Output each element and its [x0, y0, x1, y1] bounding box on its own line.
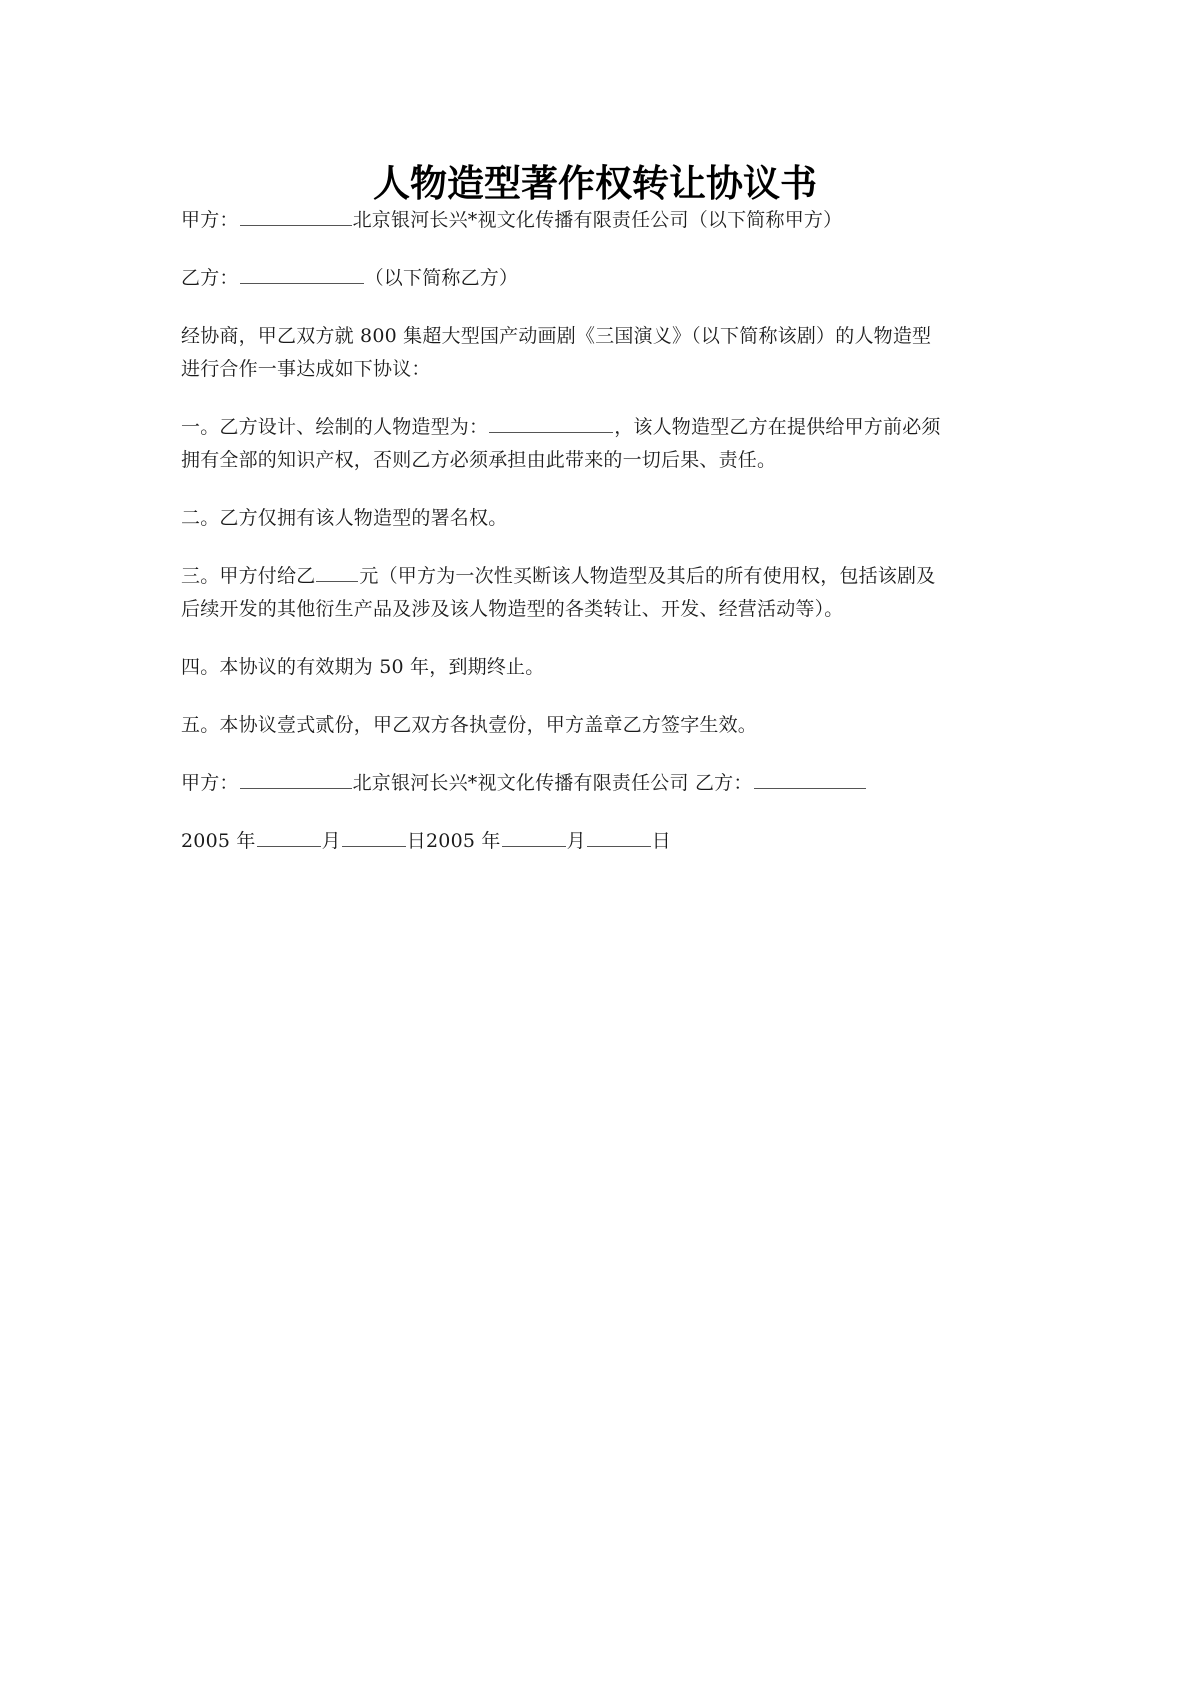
party-a-line: [181, 204, 1021, 237]
date-b-year: 2005 年: [426, 830, 501, 852]
date-b-day: 日: [651, 830, 671, 852]
clause-2: 二。乙方仅拥有该人物造型的署名权。: [181, 507, 508, 529]
date-b-month: 月: [566, 830, 586, 852]
date-a-month-blank: [257, 828, 321, 847]
clause-1-line-1: [181, 411, 1021, 444]
clause-1-blank: [489, 414, 613, 433]
clause-3-suffix: 元（甲方为一次性买断该人物造型及其后的所有使用权，包括该剧及: [359, 565, 936, 587]
clause-3-blank: [316, 563, 358, 582]
party-b-label: 乙方：: [181, 267, 239, 289]
party-b-blank: [240, 265, 364, 284]
date-a-month: 月: [321, 830, 341, 852]
date-b-month-blank: [502, 828, 566, 847]
date-a-year: 2005 年: [181, 830, 256, 852]
signature-party-a-name: 北京银河长兴*视文化传播有限责任公司: [352, 772, 689, 794]
signature-party-a-label: 甲方：: [181, 772, 239, 794]
party-a-label: 甲方：: [181, 209, 239, 231]
clause-1-prefix: 一。乙方设计、绘制的人物造型为：: [181, 416, 489, 438]
date-b-day-blank: [587, 828, 651, 847]
clause-3-line-1: [181, 560, 1021, 593]
party-a-name: 北京银河长兴*视文化传播有限责任公司（以下简称甲方）: [352, 209, 843, 231]
clause-3-prefix: 三。甲方付给乙: [181, 565, 316, 587]
party-b-suffix: （以下简称乙方）: [364, 267, 519, 289]
party-a-blank: [240, 207, 352, 226]
clause-4: 四。本协议的有效期为 50 年，到期终止。: [181, 656, 545, 678]
date-a-day: 日: [406, 830, 426, 852]
signature-line: [181, 767, 1021, 800]
intro-line-1: 经协商，甲乙双方就 800 集超大型国产动画剧《三国演义》（以下简称该剧）的人物造型: [181, 325, 932, 347]
signature-party-a-blank: [240, 770, 352, 789]
date-a-day-blank: [342, 828, 406, 847]
clause-1-line-2: 拥有全部的知识产权，否则乙方必须承担由此带来的一切后果、责任。: [181, 449, 777, 471]
clause-5: 五。本协议壹式贰份，甲乙双方各执壹份，甲方盖章乙方签字生效。: [181, 714, 758, 736]
party-b-line: [181, 262, 1021, 295]
clause-3-line-2: 后续开发的其他衍生产品及涉及该人物造型的各类转让、开发、经营活动等）。: [181, 598, 844, 620]
intro-line-2: 进行合作一事达成如下协议：: [181, 358, 431, 380]
signature-party-b-blank: [754, 770, 866, 789]
date-line: [181, 825, 1021, 858]
document-title: 人物造型著作权转让协议书: [373, 162, 817, 205]
signature-party-b-label: 乙方：: [694, 772, 753, 794]
clause-1-suffix: ，该人物造型乙方在提供给甲方前必须: [614, 416, 941, 438]
